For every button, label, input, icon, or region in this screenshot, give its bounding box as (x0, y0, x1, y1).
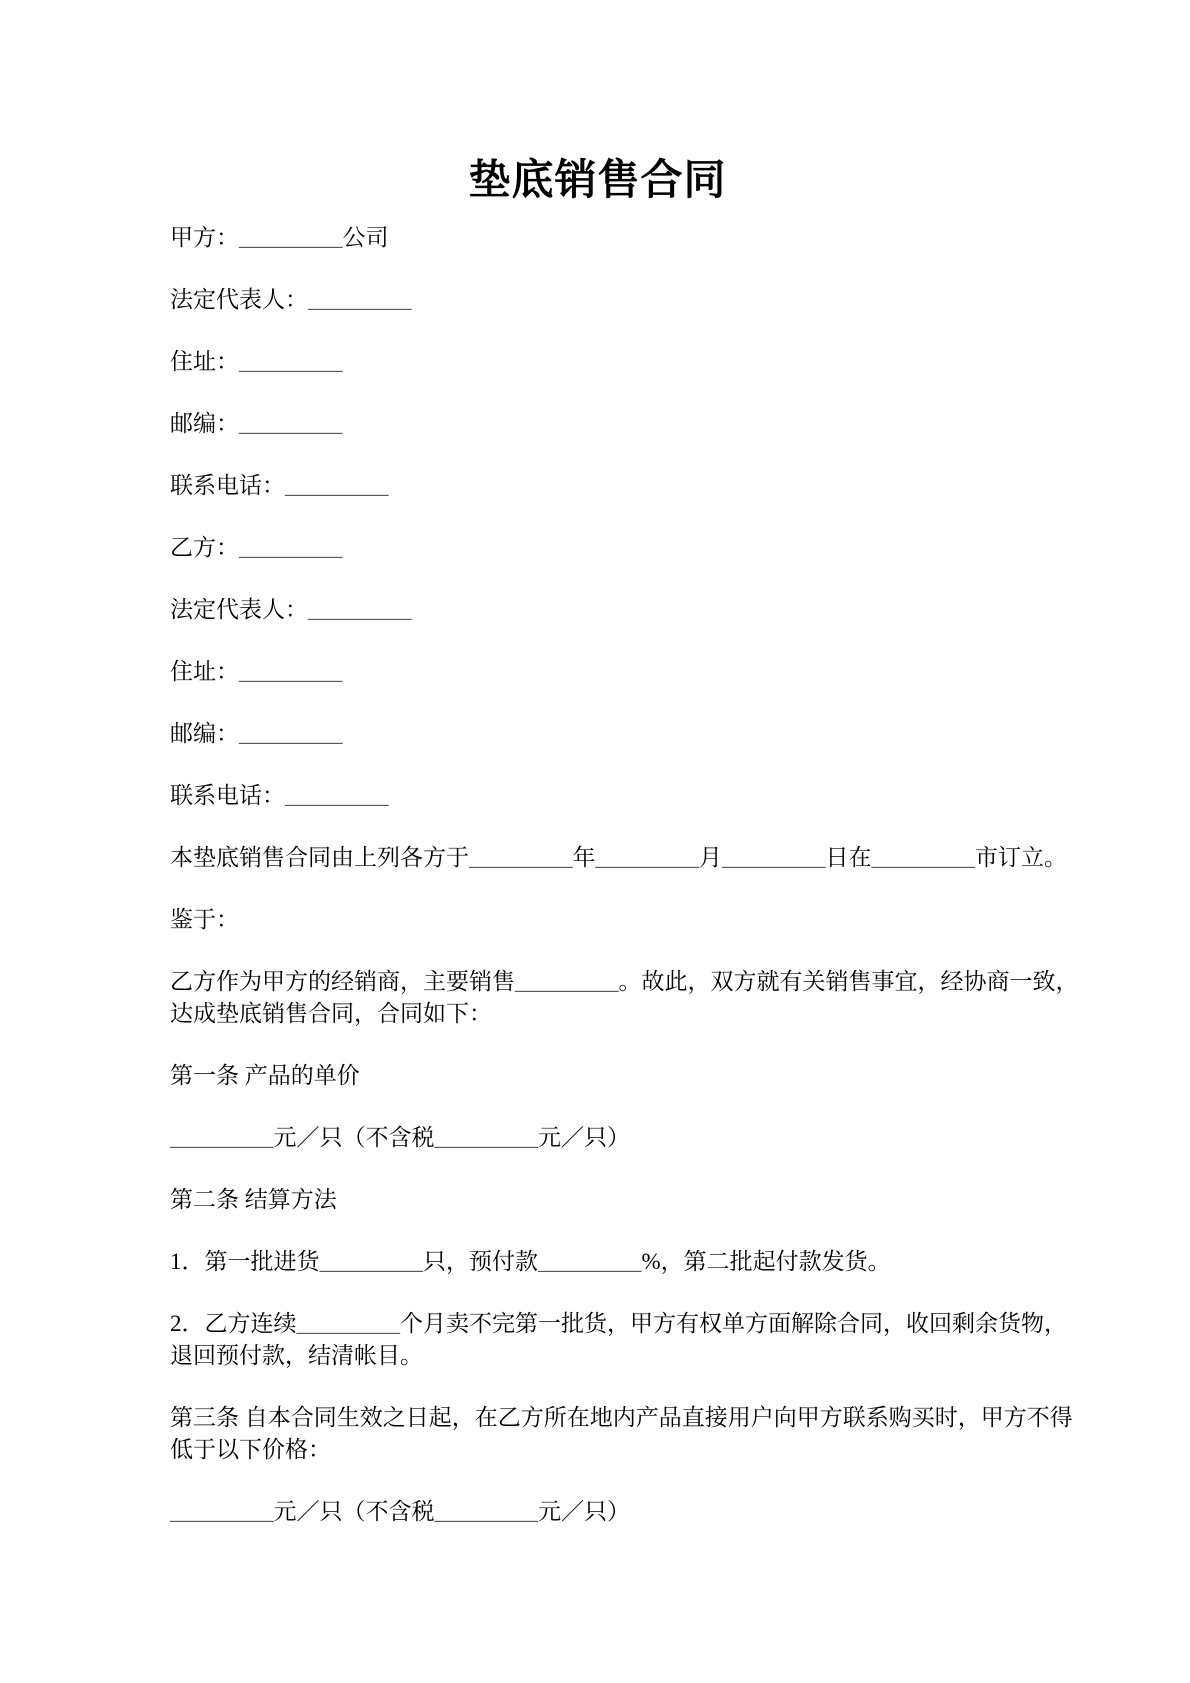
party-b-zip (170, 718, 1085, 750)
text-run: 本垫底销售合同由上列各方于 (170, 845, 469, 870)
text-run: 邮编： (170, 721, 239, 746)
blank-underline: _________ (722, 845, 826, 870)
party-b-rep (170, 594, 1085, 626)
blank-underline: _________ (239, 225, 343, 250)
text-run: 元／只（不含税 (273, 1125, 435, 1150)
text-run: 1．第一批进货 (170, 1249, 320, 1274)
blank-underline: _________ (319, 1249, 423, 1274)
blank-underline: _________ (595, 845, 699, 870)
whereas (170, 904, 1085, 936)
text-run: 法定代表人： (170, 597, 308, 622)
text-run: 第一条 产品的单价 (170, 1063, 360, 1088)
party-a-name (170, 222, 1085, 254)
party-b-name (170, 532, 1085, 564)
blank-underline: _________ (170, 1499, 274, 1524)
party-a-zip (170, 408, 1085, 440)
article-2-heading (170, 1184, 1085, 1216)
blank-underline: _________ (296, 1311, 400, 1336)
blank-underline: _________ (239, 535, 343, 560)
text-run: 第二条 结算方法 (170, 1187, 337, 1212)
text-run: 乙方： (170, 535, 239, 560)
text-run: 联系电话： (170, 473, 285, 498)
text-run: 市订立。 (975, 845, 1067, 870)
document-title: 垫底销售合同 (468, 158, 727, 204)
blank-underline: _________ (285, 783, 389, 808)
text-run: 住址： (170, 659, 239, 684)
text-run: 元／只） (538, 1499, 630, 1524)
blank-underline: _________ (308, 597, 412, 622)
blank-underline: _________ (308, 287, 412, 312)
blank-underline: _________ (170, 1125, 274, 1150)
blank-underline: _________ (239, 349, 343, 374)
text-run: 鉴于： (170, 907, 239, 932)
blank-underline: _________ (515, 969, 619, 994)
execution-line (170, 842, 1085, 874)
article-2-item-2 (170, 1308, 1085, 1372)
article-3-heading (170, 1402, 1085, 1466)
blank-underline: _________ (239, 659, 343, 684)
party-a-phone (170, 470, 1085, 502)
text-run: 元／只（不含税 (273, 1499, 435, 1524)
party-a-rep (170, 284, 1085, 316)
text-run: 法定代表人： (170, 287, 308, 312)
text-run: 个月卖不完第一批货，甲方有权单方面解除合同，收回剩余货物，退回预付款，结清帐目。 (170, 1311, 1067, 1368)
blank-underline: _________ (285, 473, 389, 498)
article-3-price (170, 1496, 1085, 1528)
blank-underline: _________ (538, 1249, 642, 1274)
blank-underline: _________ (434, 1125, 538, 1150)
article-1-heading (170, 1060, 1085, 1092)
article-2-item-1 (170, 1246, 1085, 1278)
text-run: 甲方： (170, 225, 239, 250)
text-run: 第三条 自本合同生效之日起，在乙方所在地内产品直接用户向甲方联系购买时，甲方不得低于以下价格： (170, 1405, 1073, 1462)
text-run: 2．乙方连续 (170, 1311, 297, 1336)
intro (170, 966, 1085, 1030)
blank-underline: _________ (239, 721, 343, 746)
text-run: 住址： (170, 349, 239, 374)
party-b-address (170, 656, 1085, 688)
party-b-phone (170, 780, 1085, 812)
text-run: 年 (572, 845, 596, 870)
blank-underline: _________ (434, 1499, 538, 1524)
blank-underline: _________ (469, 845, 573, 870)
text-run: %，第二批起付款发货。 (641, 1249, 891, 1274)
text-run: 日在 (825, 845, 872, 870)
text-run: 联系电话： (170, 783, 285, 808)
blank-underline: _________ (239, 411, 343, 436)
text-run: 邮编： (170, 411, 239, 436)
article-1-price (170, 1122, 1085, 1154)
text-run: 只，预付款 (423, 1249, 538, 1274)
text-run: 元／只） (538, 1125, 630, 1150)
text-run: 月 (699, 845, 722, 870)
document-body (170, 222, 1085, 1528)
text-run: 。故此，双方就有关销售事宜，经协商一致，达成垫底销售合同，合同如下： (170, 969, 1079, 1026)
text-run: 乙方作为甲方的经销商，主要销售 (170, 969, 515, 994)
text-run: 公司 (342, 225, 389, 250)
blank-underline: _________ (871, 845, 975, 870)
party-a-address (170, 346, 1085, 378)
